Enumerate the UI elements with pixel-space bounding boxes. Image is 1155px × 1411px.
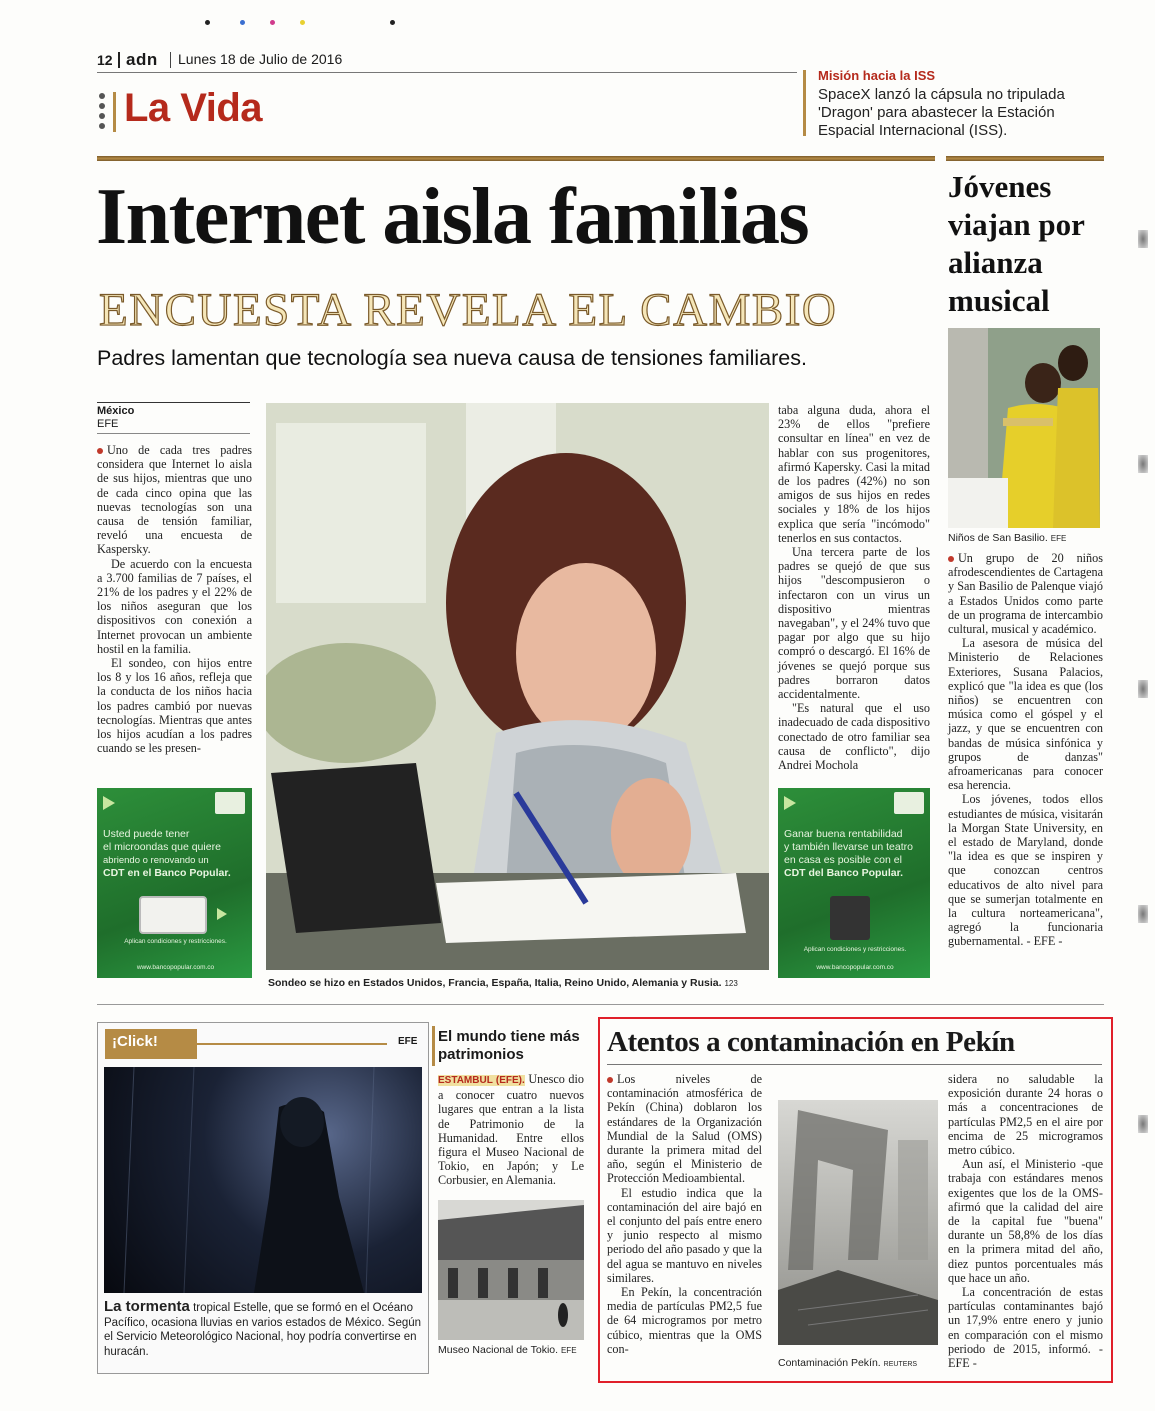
dateline-place: México	[97, 405, 135, 417]
microwave-icon	[139, 896, 207, 934]
paragraph: De acuerdo con la encuesta a 3.700 familias de 7 países, el 21% de los padres y el 22% de los niños aseguran que los dispositivos con conexión a Internet provocan un ambiente hostil en la familia.	[97, 556, 252, 656]
section-gold-rule	[97, 156, 935, 161]
section-bar	[113, 92, 116, 132]
patrimonio-dateline: ESTAMBUL (EFE).	[438, 1075, 525, 1086]
dateline-rule	[97, 433, 250, 434]
pekin-column-1	[607, 1072, 762, 1356]
ad-line: CDT del Banco Popular.	[784, 867, 904, 879]
sidebar-headline: Jóvenes viajan por alianza musical	[948, 169, 1085, 318]
header-rule	[97, 72, 797, 73]
ad-line: Ganar buena rentabilidad	[784, 828, 903, 840]
teaser-kicker: Misión hacia la ISS	[818, 68, 936, 83]
paragraph: El sondeo, con hijos entre los 8 y los 16 años, refleja que la conducta de los niños hacia los padres cambió por nuevas tecnologías. Mientras que antes los hijos acudían a los padres cuando se les presen-	[97, 656, 252, 756]
click-box	[97, 1022, 429, 1374]
photo-credit: REUTERS	[883, 1361, 918, 1368]
ad-fine-print: Aplican condiciones y restricciones.	[803, 946, 907, 953]
caption-text: Sondeo se hizo en Estados Unidos, Francia, España, Italia, Reino Unido, Alemania y Rusia.	[268, 977, 722, 989]
play-arrow-icon	[103, 796, 115, 810]
ad-line: y también llevarse un teatro	[784, 841, 913, 853]
paragraph: El estudio indica que la contaminación del aire bajó en el conjunto del país entre enero y junio respecto al mismo periodo del año pasado y que la del agua se mantuvo en niveles similares.	[607, 1185, 762, 1285]
tokyo-museum-photo	[438, 1200, 584, 1340]
pekin-column-2	[948, 1072, 1103, 1370]
click-credit: EFE	[398, 1036, 418, 1047]
main-photo-woman-tablet	[266, 403, 769, 970]
paragraph: Una tercera parte de los padres se quejó de que sus hijos "descompusieron o infectaron con un virus un dispositivo mientras navegaban", y el 24% tuvo que pagar por algo que su hijo compró o descargó. El 16% de jóvenes se quejó porque sus padres borraron datos accidentalmente.	[778, 545, 930, 702]
bank-ad-left[interactable]	[97, 788, 252, 978]
sidebar-gold-rule	[946, 156, 1104, 161]
bullet-icon	[948, 556, 954, 562]
caption-text: Niños de San Basilio.	[948, 532, 1048, 544]
pekin-smog-photo	[778, 1100, 938, 1345]
teaser-bar	[803, 70, 806, 136]
patrimonio-text	[438, 1072, 584, 1188]
teaser-text: SpaceX lanzó la cápsula no tripulada 'Dragon' para abastecer la Estación Espacial Internacional (ISS).	[818, 86, 1065, 139]
paragraph: Aun así, el Ministerio -que trabaja con estándares menos exigentes que los de la OMS- afirmó que la calidad del aire de la capital fue "buena" durante un 58,8% de los días en la primera mitad del año, diez puntos porcentuales más que hace un año.	[948, 1157, 1103, 1285]
paragraph: Un grupo de 20 niños afrodescendientes de Cartagena y San Basilio de Palenque viajó a Estados Unidos como parte de un programa de intercambio cultural, musical y académico.	[948, 551, 1103, 637]
paragraph: sidera no saludable la exposición durante 24 horas o más a concentraciones de partículas PM2,5 en el aire por encima de 25 microgramos metro cúbico.	[948, 1072, 1103, 1158]
bank-logo-icon	[215, 792, 245, 814]
caption-text: tropical Estelle, que se formó en el Océano Pacífico, ocasiona lluvias en varios estados de México. Según el Servicio Meteorológico Nacional, hoy podría convertirse en huracán.	[104, 1302, 422, 1358]
play-arrow-icon	[784, 796, 796, 810]
main-deck: Padres lamentan que tecnología sea nueva causa de tensiones familiares.	[97, 346, 807, 370]
ad-line: en casa es posible con el	[784, 854, 902, 866]
click-label: ¡Click!	[112, 1033, 158, 1050]
paragraph: Los jóvenes, todos ellos estudiantes de música, visitarán la Morgan State University, en el estado de Maryland, donde "la idea es que se inspiren y que conozcan centros educativos de alto nivel para que se sumerjan totalmente en la cultura norteamericana", agregó la funcionaria gubernamental. - EFE -	[948, 792, 1103, 949]
page-number: 12	[97, 52, 113, 68]
storm-photo	[104, 1067, 422, 1293]
ad-line: Usted puede tener	[103, 828, 190, 840]
photo-credit: EFE	[560, 1346, 577, 1355]
paragraph: La concentración de estas partículas contaminantes bajó un 17,9% entre enero y junio en comparación con el mismo periodo de 2015, informó. - EFE -	[948, 1285, 1103, 1371]
pekin-headline-rule	[607, 1064, 1102, 1065]
ad-url: www.bancopopular.com.co	[136, 964, 215, 971]
section-dots	[99, 93, 107, 133]
main-subheadline: ENCUESTA REVELA EL CAMBIO	[99, 284, 838, 336]
bullet-icon	[607, 1077, 613, 1083]
patrimonio-bar	[432, 1026, 435, 1066]
header-divider	[170, 52, 171, 68]
dateline-agency: EFE	[97, 418, 119, 430]
caption-text: Museo Nacional de Tokio.	[438, 1344, 559, 1356]
paragraph: Unesco dio a conocer cuatro nuevos lugares que entran a la lista de Patrimonio de la Humanidad. Entre ellos figura el Museo Nacional de Tokio, en Japón; y Le Corbusier, en Alemania.	[438, 1072, 585, 1188]
main-photo-caption	[268, 977, 768, 989]
bank-logo-icon	[894, 792, 924, 814]
photo-credit: 123	[724, 979, 738, 988]
ad-fine-print: Aplican condiciones y restricciones.	[124, 938, 227, 945]
ad-line: abriendo o renovando un	[103, 855, 209, 866]
paragraph: taba alguna duda, ahora el 23% de ellos "prefiere consultar en línea" en vez de hablar con sus progenitores, afirmó Kapersky. Casi la mitad de los padres (42%) no son amigos de sus hijos en redes sociales y 18% de los hijos explica que sería "incómodo" tenerlos en sus contactos.	[778, 403, 930, 545]
click-caption	[104, 1300, 422, 1359]
paragraph: En Pekín, la concentración media de partículas PM2,5 fue de 64 microgramos por metro cúbico, mientras que la OMS con-	[607, 1285, 762, 1356]
dateline-rule	[97, 402, 250, 403]
sidebar-story-text	[948, 551, 1103, 949]
bank-ad-right[interactable]	[778, 788, 930, 978]
sidebar-photo-children-musicians	[948, 328, 1100, 528]
bullet-icon	[97, 448, 103, 454]
paragraph: Los niveles de contaminación atmosférica de Pekín (China) doblaron los estándares de la Organización Mundial de la Salud (OMS) durante la primera mitad del año, según el Ministerio de Protección Medioambiental.	[607, 1072, 762, 1186]
header-divider	[118, 52, 120, 68]
caption-bold: La tormenta	[104, 1298, 190, 1315]
page-date: Lunes 18 de Julio de 2016	[178, 51, 343, 67]
ad-line: CDT en el Banco Popular.	[103, 867, 231, 879]
paragraph: La asesora de música del Ministerio de Relaciones Exteriores, Susana Palacios, explicó que "la idea es que (los niños) se encuentren con música como el góspel y el jazz, y que se encuentren con bandas de música sinfónica y grupos de danzas" afroamericanas para conocer esa herencia.	[948, 636, 1103, 793]
pekin-headline: Atentos a contaminación en Pekín	[607, 1026, 1015, 1058]
paragraph: Uno de cada tres padres considera que Internet lo aisla de sus hijos, mientras que uno de cada cinco opina que las nuevas tecnologías son una causa de tensión familiar, reveló una encuesta de Kaspersky.	[97, 443, 252, 557]
pekin-photo-caption	[778, 1357, 943, 1369]
print-registration-marks	[200, 18, 410, 28]
main-photo-illustration	[266, 403, 769, 970]
patrimonio-headline: El mundo tiene más patrimonios	[438, 1028, 580, 1063]
click-rule	[197, 1043, 387, 1045]
scan-edge-marks	[1138, 230, 1152, 1130]
main-story-column-1	[97, 443, 252, 755]
caption-text: Contaminación Pekín.	[778, 1357, 881, 1369]
brand-logo: adn	[126, 50, 158, 69]
ad-line: el microondas que quiere	[103, 841, 221, 853]
section-title: La Vida	[124, 86, 263, 130]
main-headline: Internet aisla familias	[96, 173, 809, 261]
paragraph: "Es natural que el uso inadecuado de cada dispositivo conectado de otro familiar sea causa de conflicto", dijo Andrei Mochola	[778, 701, 930, 773]
photo-credit: EFE	[1050, 534, 1067, 543]
main-story-column-2	[778, 403, 930, 772]
home-theater-icon	[830, 896, 870, 940]
ad-url: www.bancopopular.com.co	[816, 964, 894, 971]
tokyo-photo-caption	[438, 1344, 588, 1356]
sidebar-photo-caption	[948, 532, 1103, 544]
bottom-section-rule	[97, 1004, 1104, 1005]
